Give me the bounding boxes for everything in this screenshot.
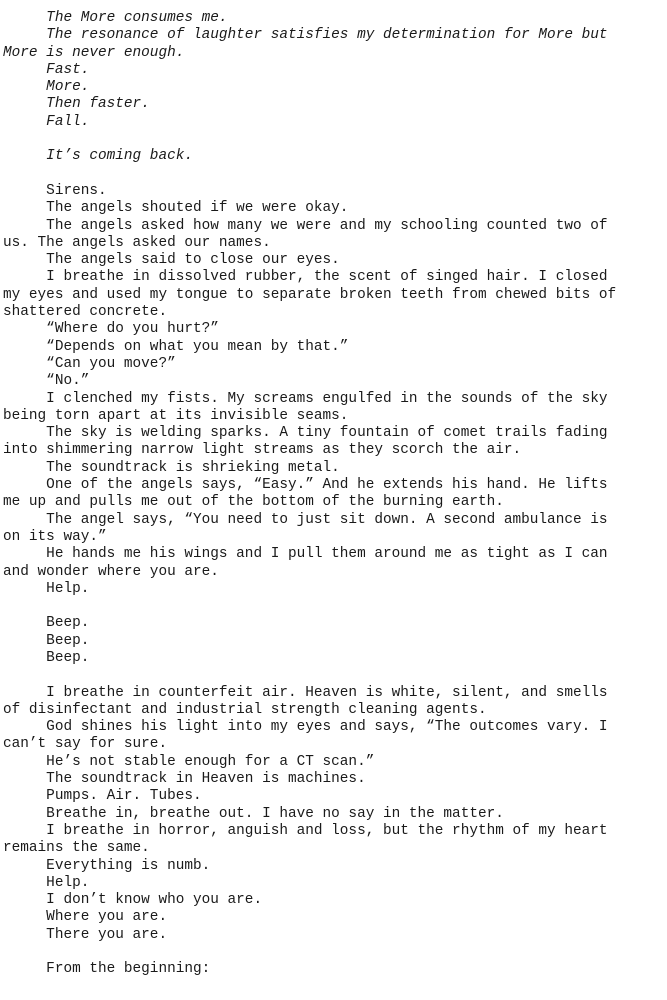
text-line: on its way.” [3,528,107,545]
text-line: He’s not stable enough for a CT scan.” [3,753,375,770]
text-line: Pumps. Air. Tubes. [3,788,202,805]
text-line: Fall. [3,113,90,130]
text-line: Where you are. [3,909,168,926]
blank-line [3,166,658,183]
text-line: More. [3,79,90,96]
text-line: He hands me his wings and I pull them around me as tight as I can [3,546,608,563]
text-line: my eyes and used my tongue to separate broken teeth from chewed bits of [3,286,617,303]
text-line: Then faster. [3,96,150,113]
text-line: I breathe in counterfeit air. Heaven is white, silent, and smells [3,684,608,701]
text-line: The soundtrack in Heaven is machines. [3,771,366,788]
text-line: shattered concrete. [3,304,168,321]
text-line: God shines his light into my eyes and says, “The outcomes vary. I [3,719,608,736]
text-line: The angels shouted if we were okay. [3,200,349,217]
text-line: I clenched my fists. My screams engulfed in the sounds of the sky [3,390,608,407]
text-line: The sky is welding sparks. A tiny fountain of comet trails fading [3,425,608,442]
text-line: The angels asked how many we were and my schooling counted two of [3,217,608,234]
text-line: and wonder where you are. [3,563,219,580]
text-line: Fast. [3,61,90,78]
text-line: I breathe in dissolved rubber, the scent of singed hair. I closed [3,269,608,286]
text-line: Everything is numb. [3,857,211,874]
text-line: can’t say for sure. [3,736,168,753]
blank-line [3,667,658,684]
text-line: Breathe in, breathe out. I have no say in the matter. [3,805,504,822]
text-line: The angels said to close our eyes. [3,252,340,269]
text-line: There you are. [3,926,168,943]
text-line: From the beginning: [3,961,211,978]
text-line: me up and pulls me out of the bottom of the burning earth. [3,494,504,511]
text-line: It’s coming back. [3,148,193,165]
text-line: The More consumes me. [3,10,228,26]
text-line: Sirens. [3,182,107,199]
text-line: remains the same. [3,840,150,857]
text-line: being torn apart at its invisible seams. [3,407,349,424]
text-line: The resonance of laughter satisfies my determination for More but [3,27,608,44]
text-line: I don’t know who you are. [3,892,263,909]
blank-line [3,598,658,615]
text-line: Beep. [3,632,90,649]
text-line: “Depends on what you mean by that.” [3,338,349,355]
text-line: The soundtrack is shrieking metal. [3,459,340,476]
text-line: Help. [3,580,90,597]
text-line: The angel says, “You need to just sit down. A second ambulance is [3,511,608,528]
text-line: into shimmering narrow light streams as they scorch the air. [3,442,522,459]
document-page [3,10,658,979]
text-line: I breathe in horror, anguish and loss, but the rhythm of my heart [3,822,608,839]
blank-line [3,944,658,961]
text-line: Help. [3,874,90,891]
text-line: Beep. [3,649,90,666]
text-line: Beep. [3,615,90,632]
text-line: More is never enough. [3,44,185,61]
text-line: “Can you move?” [3,355,176,372]
text-line: of disinfectant and industrial strength cleaning agents. [3,701,487,718]
text-line: “No.” [3,373,90,390]
text-line: “Where do you hurt?” [3,321,219,338]
blank-line [3,131,658,148]
text-line: us. The angels asked our names. [3,234,271,251]
text-line: One of the angels says, “Easy.” And he extends his hand. He lifts [3,477,608,494]
